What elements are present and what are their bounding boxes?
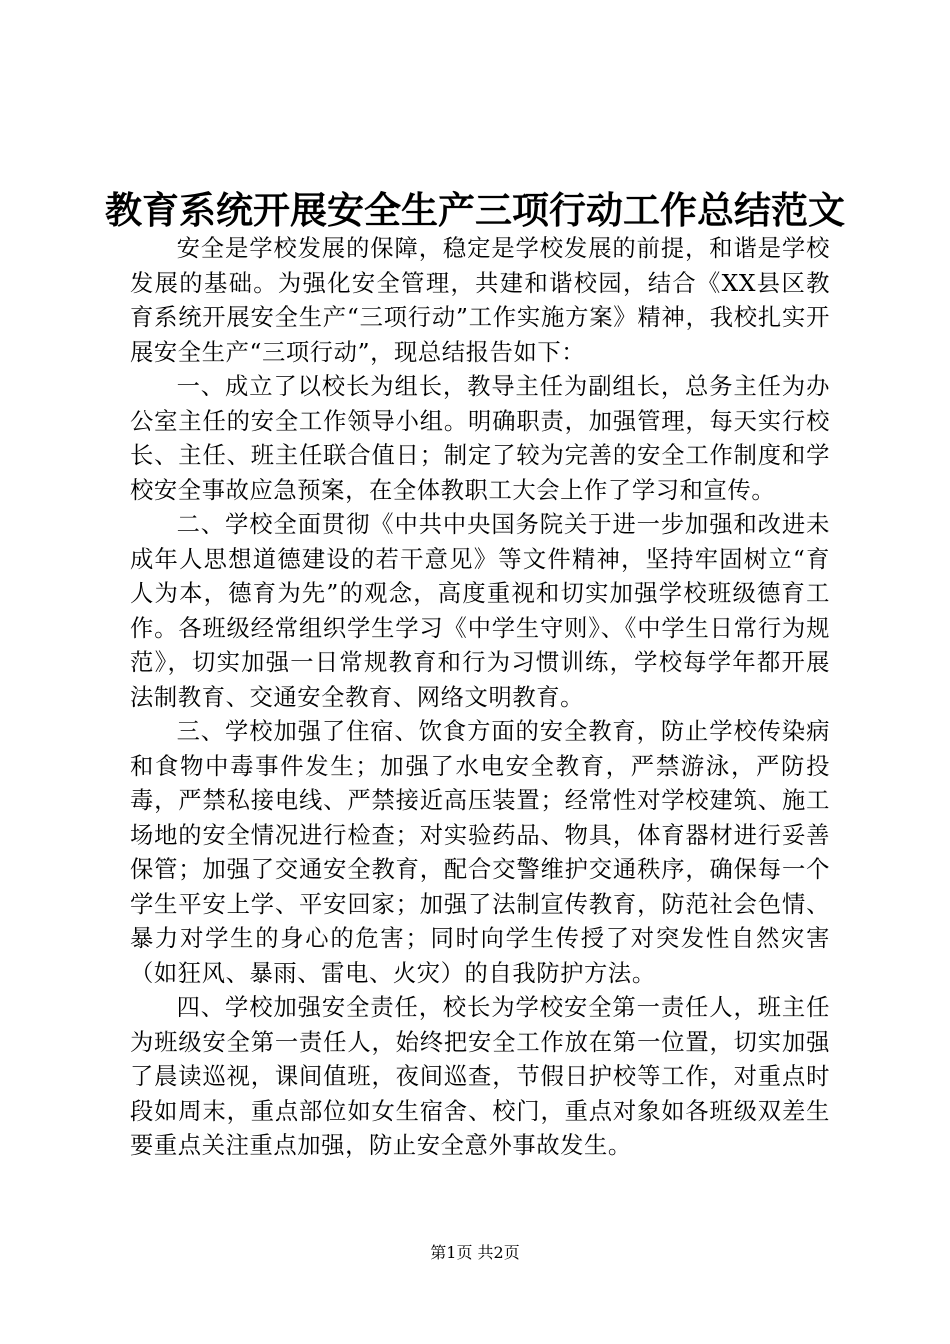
document-title: 教育系统开展安全生产三项行动工作总结范文 bbox=[105, 188, 845, 232]
page-footer: 第1页 共2页 bbox=[430, 1243, 520, 1262]
document-body bbox=[130, 232, 830, 1164]
paragraph-section-4: 四、学校加强安全责任，校长为学校安全第一责任人，班主任为班级安全第一责任人，始终把安全工作放在第一位置，切实加强了晨读巡视，课间值班，夜间巡查，节假日护校等工作，对重点时段如周末，重点部位如女生宿舍、校门，重点对象如各班级双差生要重点关注重点加强，防止安全意外事故发生。 bbox=[130, 994, 830, 1159]
paragraph-section-2: 二、学校全面贯彻《中共中央国务院关于进一步加强和改进未成年人思想道德建设的若干意见》等文件精神，坚持牢固树立“育人为本，德育为先”的观念，高度重视和切实加强学校班级德育工作。各班级经常组织学生学习《中学生守则》、《中学生日常行为规范》，切实加强一日常规教育和行为习惯训练，学校每学年都开展法制教育、交通安全教育、网络文明教育。 bbox=[130, 511, 830, 711]
paragraph-section-1: 一、成立了以校长为组长，教导主任为副组长，总务主任为办公室主任的安全工作领导小组。明确职责，加强管理，每天实行校长、主任、班主任联合值日；制定了较为完善的安全工作制度和学校安全事故应急预案，在全体教职工大会上作了学习和宣传。 bbox=[130, 373, 830, 504]
paragraph-section-3: 三、学校加强了住宿、饮食方面的安全教育，防止学校传染病和食物中毒事件发生；加强了水电安全教育，严禁游泳，严防投毒，严禁私接电线、严禁接近高压装置；经常性对学校建筑、施工场地的安全情况进行检查；对实验药品、物具，体育器材进行妥善保管；加强了交通安全教育，配合交警维护交通秩序，确保每一个学生平安上学、平安回家；加强了法制宣传教育，防范社会色情、暴力对学生的身心的危害；同时向学生传授了对突发性自然灾害（如狂风、暴雨、雷电、火灾）的自我防护方法。 bbox=[130, 718, 830, 987]
paragraph-intro: 安全是学校发展的保障，稳定是学校发展的前提，和谐是学校发展的基础。为强化安全管理，共建和谐校园，结合《XX县区教育系统开展安全生产“三项行动”工作实施方案》精神，我校扎实开展安全生产“三项行动”，现总结报告如下： bbox=[130, 235, 830, 366]
